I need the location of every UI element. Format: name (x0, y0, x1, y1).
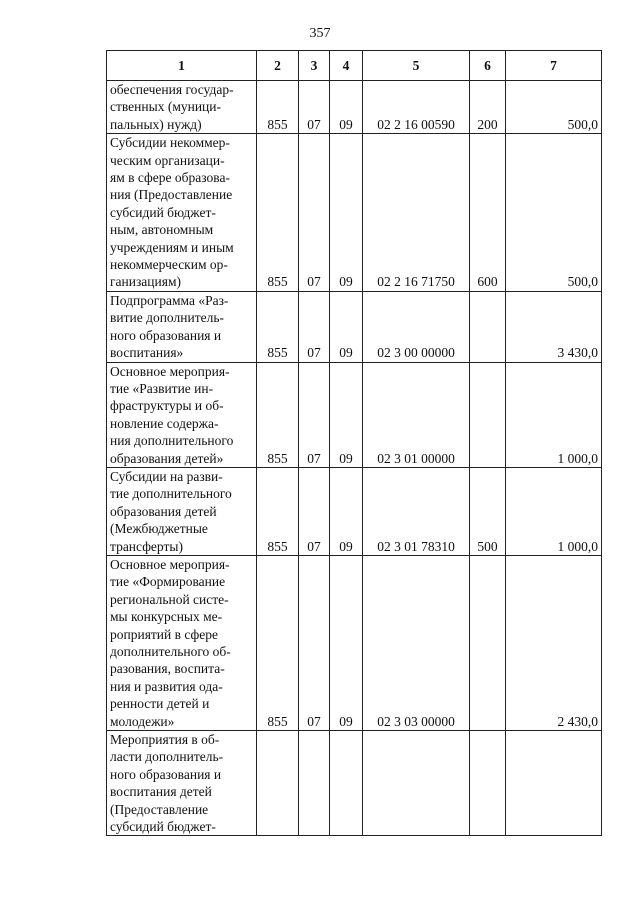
row-name-line: Основное мероприя- (110, 363, 230, 379)
row-amount-cell: 1 000,0 (506, 467, 602, 555)
row-name-line: Подпрограмма «Раз- (110, 292, 229, 308)
row-expense-type-code-cell (470, 555, 506, 730)
table-row (107, 362, 602, 467)
row-subsection-code-cell: 09 (330, 467, 363, 555)
row-chapter-code-cell (257, 731, 299, 836)
row-name-line: новление содержа- (110, 415, 219, 431)
row-name-line: образования детей» (110, 450, 224, 466)
row-subsection-code-cell: 09 (330, 291, 363, 362)
row-chapter-code-cell: 855 (257, 134, 299, 292)
row-name-line: разования, воспита- (110, 661, 225, 677)
column-header-7: 7 (506, 51, 602, 81)
row-section-code-cell (299, 731, 330, 836)
row-subsection-code-cell: 09 (330, 362, 363, 467)
row-section-code-cell: 07 (299, 362, 330, 467)
row-name-cell (107, 291, 257, 362)
column-header-4: 4 (330, 51, 363, 81)
row-name-line: региональной систе- (110, 591, 229, 607)
row-name-line: ния и развития ода- (110, 678, 223, 694)
row-amount-cell: 2 430,0 (506, 555, 602, 730)
column-header-1: 1 (107, 51, 257, 81)
table-row (107, 81, 602, 134)
row-name-cell (107, 467, 257, 555)
row-subsection-code-cell: 09 (330, 81, 363, 134)
row-expense-type-code-cell: 600 (470, 134, 506, 292)
row-name-cell (107, 555, 257, 730)
row-name-line: некоммерческим ор- (110, 257, 228, 273)
table-row (107, 555, 602, 730)
row-name-line: (Предоставление (110, 801, 209, 817)
row-name-line: тие «Формирование (110, 574, 226, 590)
row-name-line: ным, автономным (110, 222, 214, 238)
row-name-line: Субсидии на разви- (110, 468, 223, 484)
row-name-line: тие «Развитие ин- (110, 380, 214, 396)
row-expense-type-code-cell: 200 (470, 81, 506, 134)
row-target-article-code-cell: 02 3 03 00000 (363, 555, 470, 730)
row-amount-cell: 3 430,0 (506, 291, 602, 362)
row-expense-type-code-cell: 500 (470, 467, 506, 555)
row-name-line: субсидий бюджет- (110, 204, 216, 220)
row-subsection-code-cell: 09 (330, 555, 363, 730)
row-name-line: роприятий в сфере (110, 626, 219, 642)
row-name-line: ческим организаци- (110, 152, 225, 168)
row-section-code-cell: 07 (299, 555, 330, 730)
row-expense-type-code-cell (470, 362, 506, 467)
row-section-code-cell: 07 (299, 81, 330, 134)
row-chapter-code-cell: 855 (257, 467, 299, 555)
row-chapter-code-cell: 855 (257, 362, 299, 467)
row-name-line: ям в сфере образова- (110, 170, 230, 186)
row-name-line: ственных (муници- (110, 99, 222, 115)
row-amount-cell: 1 000,0 (506, 362, 602, 467)
row-expense-type-code-cell (470, 731, 506, 836)
row-name-line: ренности детей и (110, 696, 210, 712)
row-name-cell (107, 134, 257, 292)
row-name-line: Мероприятия в об- (110, 732, 220, 748)
row-target-article-code-cell: 02 3 01 00000 (363, 362, 470, 467)
row-name-line: витие дополнитель- (110, 310, 224, 326)
row-name-line: обеспечения государ- (110, 82, 234, 97)
row-name-line: ганизациям) (110, 274, 182, 290)
row-name-line: Основное мероприя- (110, 556, 230, 572)
budget-table (106, 50, 602, 836)
column-header-3: 3 (299, 51, 330, 81)
row-name-line: пальных) нужд) (110, 116, 202, 132)
row-subsection-code-cell: 09 (330, 134, 363, 292)
table-body (107, 81, 602, 836)
row-section-code-cell: 07 (299, 291, 330, 362)
row-name-cell (107, 362, 257, 467)
row-name-line: дополнительного об- (110, 644, 231, 659)
row-name-line: ного образования и (110, 766, 222, 782)
row-target-article-code-cell: 02 2 16 71750 (363, 134, 470, 292)
row-expense-type-code-cell (470, 291, 506, 362)
row-name-line: тие дополнительного (110, 486, 232, 502)
row-name-line: ласти дополнитель- (110, 749, 224, 765)
row-name-line: ния (Предоставление (110, 187, 233, 203)
row-name-line: учреждениям и иным (110, 239, 234, 255)
row-name-line: Субсидии некоммер- (110, 135, 230, 151)
row-name-line: (Межбюджетные (110, 521, 208, 537)
row-name-line: воспитания» (110, 345, 184, 361)
table-row (107, 134, 602, 292)
row-target-article-code-cell: 02 3 00 00000 (363, 291, 470, 362)
row-name-line: ния дополнительного (110, 433, 234, 449)
row-section-code-cell: 07 (299, 467, 330, 555)
row-target-article-code-cell: 02 3 01 78310 (363, 467, 470, 555)
row-chapter-code-cell: 855 (257, 555, 299, 730)
row-amount-cell: 500,0 (506, 134, 602, 292)
row-name-line: воспитания детей (110, 784, 212, 800)
column-header-6: 6 (470, 51, 506, 81)
table-row (107, 291, 602, 362)
row-target-article-code-cell (363, 731, 470, 836)
row-amount-cell (506, 731, 602, 836)
row-chapter-code-cell: 855 (257, 291, 299, 362)
page-number: 357 (309, 26, 331, 41)
row-section-code-cell: 07 (299, 134, 330, 292)
column-header-2: 2 (257, 51, 299, 81)
table-header-row (107, 51, 602, 81)
row-name-line: трансферты) (110, 538, 183, 554)
row-subsection-code-cell (330, 731, 363, 836)
row-name-line: образования детей (110, 503, 217, 519)
row-name-cell (107, 731, 257, 836)
row-name-line: субсидий бюджет- (110, 819, 216, 835)
row-name-line: мы конкурсных ме- (110, 609, 223, 625)
row-name-line: ного образования и (110, 327, 222, 343)
row-chapter-code-cell: 855 (257, 81, 299, 134)
table-row (107, 467, 602, 555)
row-name-line: фраструктуры и об- (110, 398, 224, 414)
row-name-line: молодежи» (110, 713, 175, 729)
table-row (107, 731, 602, 836)
row-name-cell (107, 81, 257, 134)
column-header-5: 5 (363, 51, 470, 81)
row-target-article-code-cell: 02 2 16 00590 (363, 81, 470, 134)
row-amount-cell: 500,0 (506, 81, 602, 134)
